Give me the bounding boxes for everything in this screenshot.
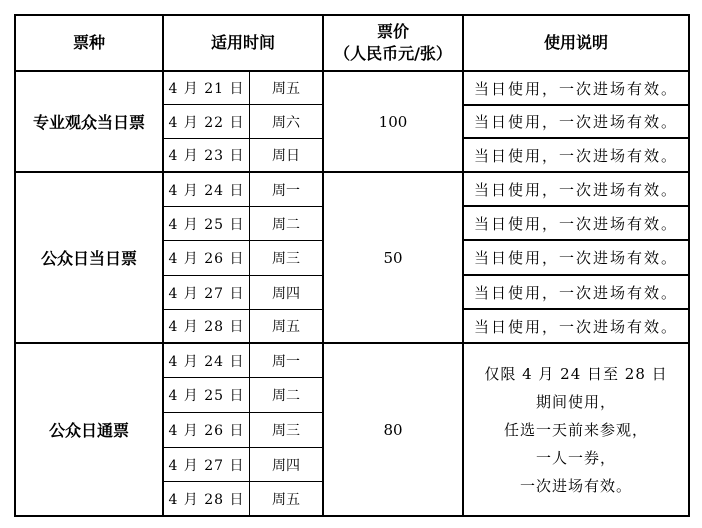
header-usage: 使用说明 [543, 33, 608, 52]
date-cell: 4 月 28 日 [168, 319, 245, 335]
date-cell: 4 月 26 日 [168, 251, 245, 267]
weekday-cell: 周一 [272, 182, 300, 199]
usage-note: 当日使用，一次进场有效。 [473, 146, 678, 165]
ticket-type-public-pass: 公众日通票 [48, 421, 129, 440]
price-professional: 100 [378, 112, 408, 131]
weekday-cell: 周二 [272, 216, 300, 233]
date-cell: 4 月 24 日 [168, 182, 245, 199]
date-cell: 4 月 26 日 [168, 423, 245, 439]
pass-description-line: 一人一券， [535, 448, 616, 467]
weekday-cell: 周三 [272, 251, 300, 267]
usage-note: 当日使用，一次进场有效。 [473, 180, 678, 199]
usage-note: 当日使用，一次进场有效。 [473, 113, 678, 131]
date-cell: 4 月 28 日 [168, 491, 245, 508]
date-cell: 4 月 22 日 [168, 114, 245, 131]
date-cell: 4 月 25 日 [168, 388, 245, 404]
usage-note: 当日使用，一次进场有效。 [473, 249, 678, 267]
weekday-cell: 周日 [272, 148, 300, 164]
usage-note: 当日使用，一次进场有效。 [473, 214, 678, 233]
date-cell: 4 月 27 日 [168, 457, 245, 474]
header-ticket-type: 票种 [72, 33, 105, 52]
pass-description-line: 仅限 4 月 24 日至 28 日 [484, 364, 668, 383]
price-public-pass: 80 [383, 420, 403, 439]
pass-description-line: 一次进场有效。 [519, 476, 632, 495]
usage-note: 当日使用，一次进场有效。 [473, 317, 678, 336]
weekday-cell: 周一 [272, 353, 300, 370]
date-cell: 4 月 21 日 [168, 81, 245, 97]
pass-description-line: 任选一天前来参观， [503, 420, 648, 439]
header-price-line2: （人民币元/张） [334, 44, 452, 63]
weekday-cell: 周四 [272, 285, 300, 302]
header-price [324, 16, 462, 70]
weekday-cell: 周五 [272, 319, 300, 335]
ticket-type-public-day: 公众日当日票 [40, 249, 137, 268]
weekday-cell: 周四 [272, 457, 300, 474]
pass-description-line: 期间使用， [535, 392, 616, 411]
usage-note: 当日使用，一次进场有效。 [473, 283, 678, 302]
weekday-cell: 周二 [272, 388, 300, 404]
date-cell: 4 月 24 日 [168, 353, 245, 370]
header-valid-time: 适用时间 [210, 33, 275, 52]
date-cell: 4 月 25 日 [168, 216, 245, 233]
weekday-cell: 周五 [272, 491, 300, 508]
pass-description [464, 344, 688, 515]
usage-note: 当日使用，一次进场有效。 [473, 79, 678, 98]
weekday-cell: 周五 [272, 81, 300, 97]
date-cell: 4 月 27 日 [168, 285, 245, 302]
ticket-type-professional: 专业观众当日票 [32, 113, 145, 132]
weekday-cell: 周六 [272, 114, 300, 131]
price-public-day: 50 [383, 248, 403, 267]
weekday-cell: 周三 [272, 423, 300, 439]
header-price-line1: 票价 [376, 22, 409, 41]
date-cell: 4 月 23 日 [168, 148, 245, 164]
